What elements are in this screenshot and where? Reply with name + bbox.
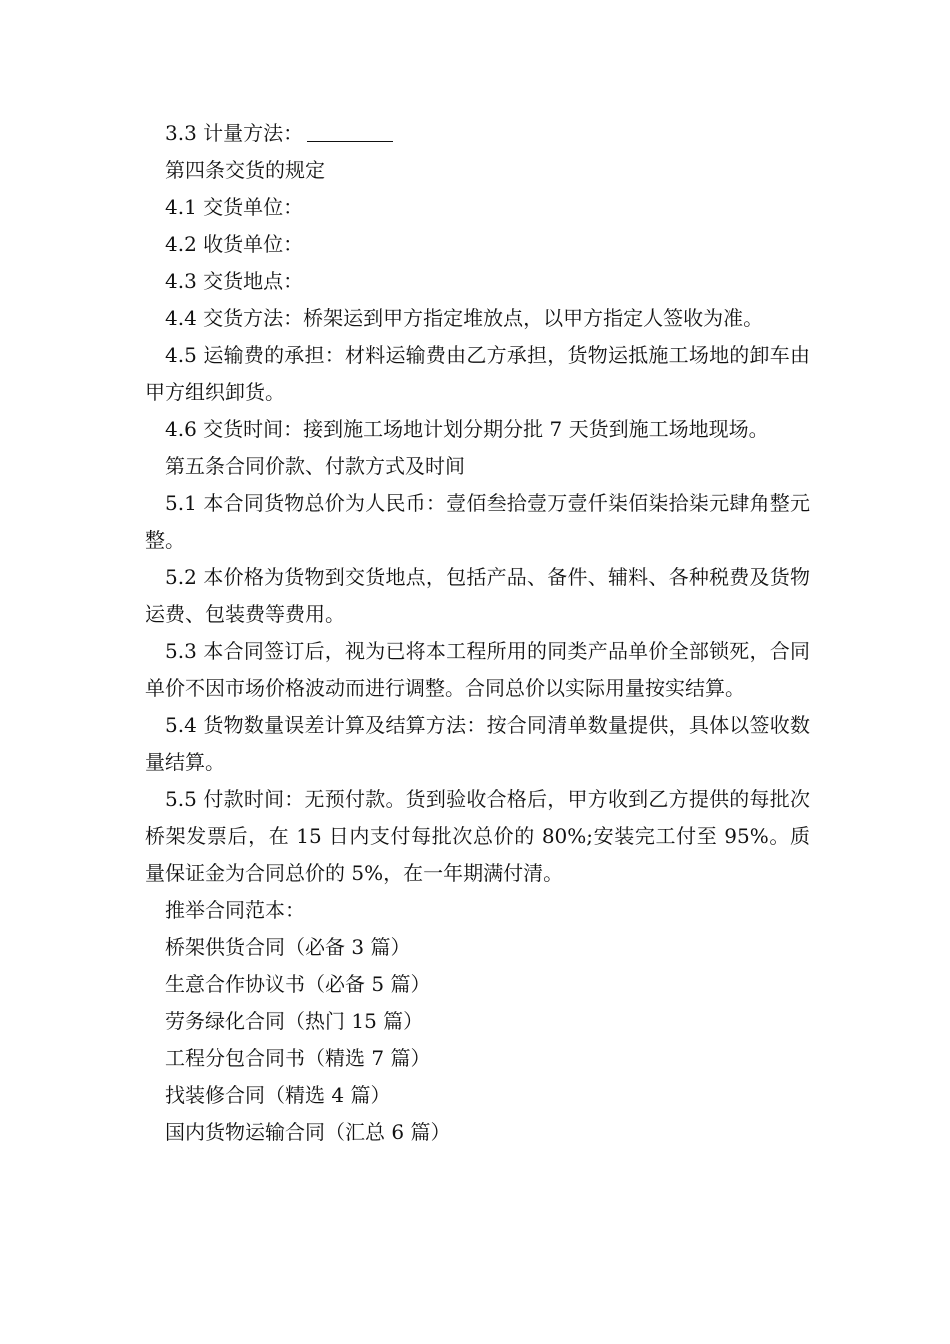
section-heading-5: 第五条合同价款、付款方式及时间	[165, 454, 465, 478]
paragraph-5-1: 5.1 本合同货物总价为人民币：壹佰叁拾壹万壹仟柒佰柒拾柒元肆角整元整。	[145, 491, 810, 552]
fill-in-blank-line	[307, 119, 393, 142]
paragraph-4-3: 4.3 交货地点：	[165, 269, 304, 293]
paragraph-5-4: 5.4 货物数量误差计算及结算方法：按合同清单数量提供，具体以签收数量结算。	[145, 713, 810, 774]
paragraph-3-3	[145, 115, 810, 152]
document-body	[145, 115, 810, 1151]
paragraph-5-5: 5.5 付款时间：无预付款。货到验收合格后，甲方收到乙方提供的每批次桥架发票后，在 15 日内支付每批次总价的 80%;安装完工付至 95%。质量保证金为合同总价的 5%，在一年期满付清。	[145, 787, 810, 885]
paragraph-4-6: 4.6 交货时间：接到施工场地计划分期分批 7 天货到施工场地现场。	[165, 417, 769, 441]
recommended-templates-heading: 推举合同范本：	[165, 898, 305, 922]
template-link-item[interactable]: 桥架供货合同（必备 3 篇）	[165, 935, 411, 959]
paragraph-4-2: 4.2 收货单位：	[165, 232, 304, 256]
template-link-item[interactable]: 国内货物运输合同（汇总 6 篇）	[165, 1120, 451, 1144]
paragraph-text: 3.3 计量方法：	[165, 121, 304, 145]
template-link-item[interactable]: 生意合作协议书（必备 5 篇）	[165, 972, 431, 996]
paragraph-4-4: 4.4 交货方法：桥架运到甲方指定堆放点，以甲方指定人签收为准。	[165, 306, 764, 330]
paragraph-4-5: 4.5 运输费的承担：材料运输费由乙方承担，货物运抵施工场地的卸车由甲方组织卸货。	[145, 343, 810, 404]
paragraph-5-3: 5.3 本合同签订后，视为已将本工程所用的同类产品单价全部锁死，合同单价不因市场价格波动而进行调整。合同总价以实际用量按实结算。	[145, 639, 810, 700]
section-heading-4: 第四条交货的规定	[165, 158, 325, 182]
template-link-item[interactable]: 劳务绿化合同（热门 15 篇）	[165, 1009, 424, 1033]
paragraph-5-2: 5.2 本价格为货物到交货地点，包括产品、备件、辅料、各种税费及货物运费、包装费等费用。	[145, 565, 810, 626]
template-link-item[interactable]: 工程分包合同书（精选 7 篇）	[165, 1046, 431, 1070]
template-link-item[interactable]: 找装修合同（精选 4 篇）	[165, 1083, 391, 1107]
paragraph-4-1: 4.1 交货单位：	[165, 195, 304, 219]
